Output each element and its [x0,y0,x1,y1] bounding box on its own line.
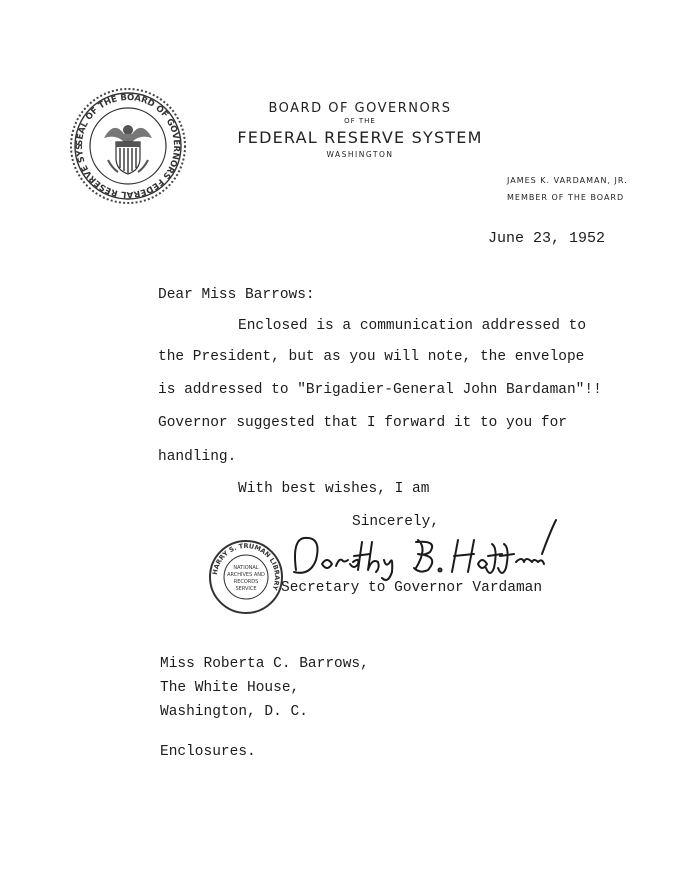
letterhead-board: BOARD OF GOVERNORS [268,101,452,116]
closing-line: With best wishes, I am [238,481,430,497]
seal-ring-text: SEAL OF THE BOARD OF GOVERNORS FEDERAL RESERVE SYS [74,92,182,200]
address-line: Miss Roberta C. Barrows, [160,656,369,672]
signature-title: Secretary to Governor Vardaman [281,580,543,596]
stamp-line: NATIONAL [233,565,259,571]
stamp-line: SERVICE [235,586,257,592]
archive-stamp [207,538,285,616]
member-title: MEMBER OF THE BOARD [507,193,625,202]
address-line: Washington, D. C. [160,704,308,720]
address-line: The White House, [160,680,300,696]
complimentary-close: Sincerely, [352,514,440,530]
letterhead-system: FEDERAL RESERVE SYSTEM [237,128,483,147]
letter-date: June 23, 1952 [488,230,606,247]
body-line: is addressed to "Brigadier-General John Bardaman"!! [158,382,602,398]
enclosures-note: Enclosures. [160,744,256,760]
letterhead-city: WASHINGTON [326,150,394,159]
body-line: Governor suggested that I forward it to you for [158,415,567,431]
stamp-line: RECORDS [233,579,259,585]
letterhead-of-the: OF THE [344,117,376,125]
member-name: JAMES K. VARDAMAN, JR. [507,176,628,185]
body-line: handling. [158,449,237,465]
federal-reserve-seal [68,86,188,206]
stamp-ring-text: HARRY S. TRUMAN LIBRARY [211,541,282,592]
body-line: the President, but as you will note, the envelope [158,349,585,365]
salutation: Dear Miss Barrows: [158,287,315,303]
body-line: Enclosed is a communication addressed to [238,318,587,334]
stamp-line: ARCHIVES AND [227,572,265,578]
